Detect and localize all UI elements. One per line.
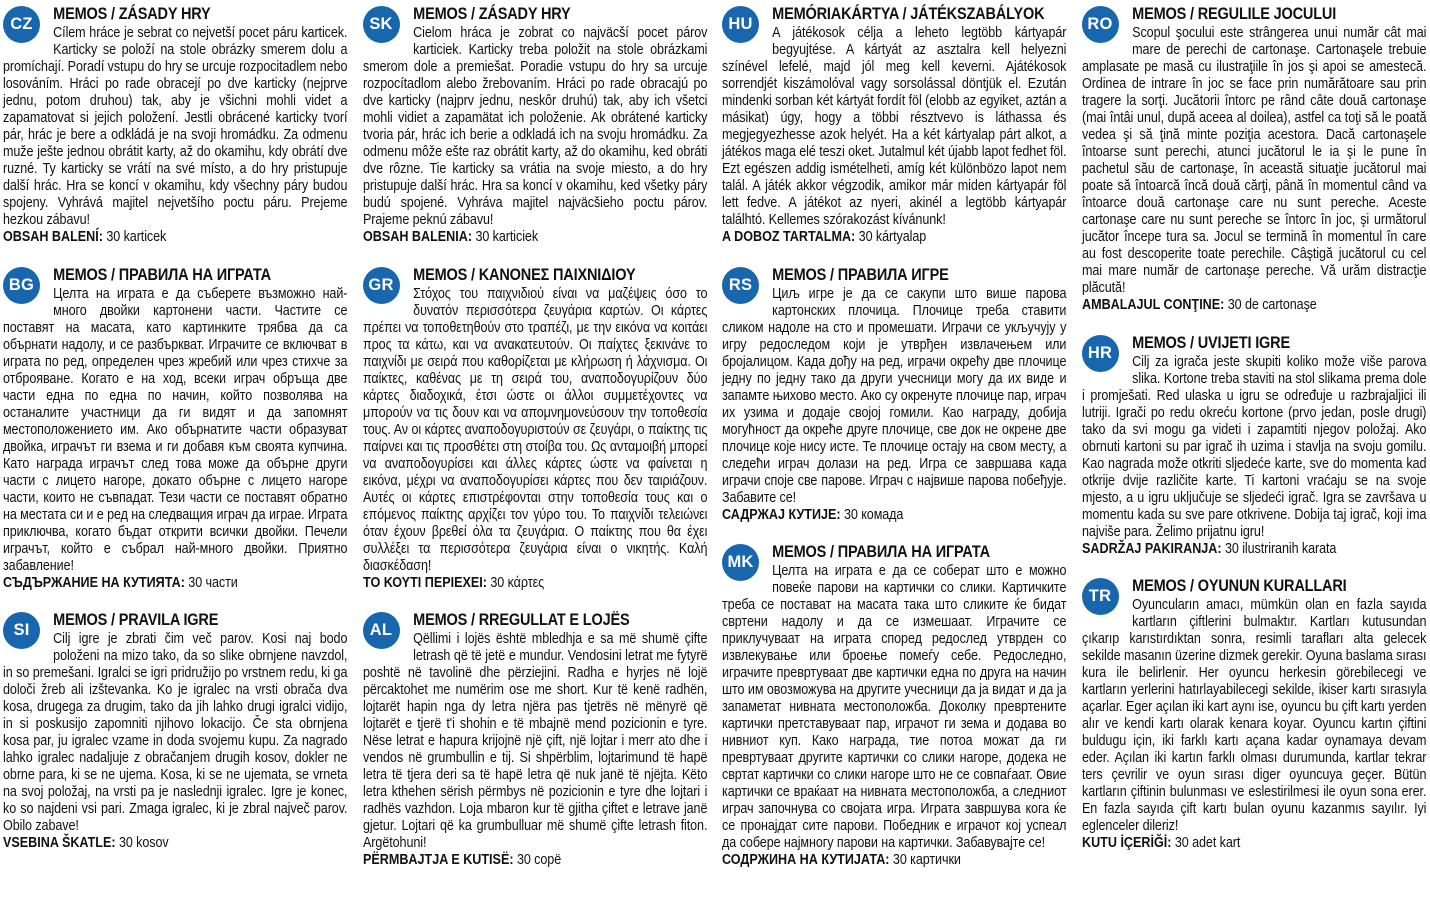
section-body: Cílem hráce je sebrat co nejvetší pocet páru karticek. Karticky se položí na stole obrázky smerem dolu a promíchají. Poradí vstupu do hry se urcuje rozpocitadlem nebo losováním. Hráci po rade obracejí po dve karticky (nejprve jednu, potom druhou) tak, aby je všichni mohli videt a zapamatovat si jejich položení. Jestli obrácené karticky tvorí pár, hrác je bere a odkládá je na svoji hromádku. Za odmenu muže ješte jednou obrátit karty, až do okamihu, kdy obrátí dve ruzné. Ty karticky se vrátí na své místo, a do hry pristupuje další hrác. Hra se koncí v okamihu, kdy všechny páry budou spojeny. Vyhrává majitel nejvetšího poctu páru. Prejeme hezkou zábavu! (3, 25, 348, 228)
section-title: MEMOS / ZÁSADY HRY (412, 5, 571, 23)
section-bg (3, 265, 348, 593)
contents-value: 30 karticek (106, 229, 167, 245)
section-body: Στόχος του παιχνιδιού είναι να μαζέψεις όσο το δυνατόν περισσότερα ζευγάρια καρτών. Οι κάρτες πρέπει να τοποθετηθούν στο τραπέζι, με την εικόνα να κοιτάει προς τα κάτω, και να ανακατευτούν. Οι παίχτες ξεκινάνε το παιχνίδι με σειρά που καθορίζεται με κλήρωση ή λάχνισμα. Οι παίκτες, καθένας με τη σειρά του, αναποδογυρίζουν δύο κάρτες διαδοχικά, έτσι ώστε οι άλλοι συμμετέχοντες να μπορούν να τις δουν και να απομνημονεύσουν την τοποθεσία τους. Αν οι κάρτες αναποδογυριστούν σε ζευγάρι, ο παίκτης τις παίρνει και τις προσθέτει στη στοίβα του. Ως ανταμοιβή μπορεί να αναποδογυρίσει και άλλες κάρτες ώστε να φαίνεται η εικόνα, μέχρι να αναποδογυρίσει κάρτες που δεν ταιριάζουν. Αυτές οι κάρτες επιστρέφονται στην τοποθεσία τους και ο επόμενος παίκτης αρχίζει τον γύρο του. Το παιχνίδι τελειώνει όταν έχουν βρεθεί όλα τα ζευγάρια. Ο παίκτης που θα έχει συλλέξει τα περισσότερα ζευγάρια είναι ο νικητής. Καλή διασκέδαση! (362, 285, 707, 574)
language-code: RS (728, 275, 753, 294)
badge-spacer (363, 265, 413, 304)
section-body: Циљ игре је да се сакупи што више парова картонских плочица. Плочице треба ставити сликом надоле на сто и промешати. Играчи се укључују у игру редоследом који је утврђен извлачењем или бројалицом. Када дођу на ред, играчи окрећу две плочице једну по једну тако да други учесници могу да их виде и запамте њихово место. Ако су окренуте плочице пар, играч их узима и додаје својој гомили. Као награду, добија могућност да окреће друге плочице, све док не окрене две плочице које нису исте. Те плочице остају на свом месту, а следећи играч долази на ред. Игра се завршава када играчи споје све парове. Играч с највише парова побеђује. Забавите се! (722, 285, 1067, 506)
contents-label: OBSAH BALENÍ: (3, 229, 103, 245)
section-text (3, 610, 347, 853)
section-body: Cielom hráca je zobrat co najväcší pocet párov karticiek. Karticky treba položit na stole obrázkami smerom dole a premiešat. Poradie vstupu do hry sa urcuje rozpocítadlom alebo žrebovaním. Hráci po rade obracajú po dve karticky (najprv jednu, neskôr druhú) tak, aby ich všetci mohli vidiet a zapamätat ich položenie. Ak obrátené karticky tvoria pár, hrác ich berie a odkladá ich na svoju hromádku. Za odmenu môže ešte raz obrátit karty, až do okamihu, ked obráti dve rôzne. Tie karticky sa vrátia na svoje miesto, a do hry pristupuje další hrác. Hra sa koncí v okamihu, ked všetky páry budú spojené. Vyhráva majitel najväcšieho poctu párov. Prajeme peknú zábavu! (362, 25, 707, 228)
badge-spacer (3, 610, 53, 649)
contents-value: 30 картички (892, 852, 961, 868)
language-code: BG (8, 275, 35, 294)
section-text (3, 4, 347, 247)
section-cz (3, 4, 348, 247)
contents-line (3, 229, 347, 247)
contents-value: 30 karticiek (474, 229, 538, 245)
section-body: Целта на играта е да съберете възможно най-много двойки картонени части. Частите се поставят на масата, като картинките трябва да са обърнати надолу, и се разбъркват. Играчите се включват в играта по ред, определен чрез жребий или чрез стихче за отброяване. Когато е на ход, всеки играч обръща две части една по една по начин, който позволява на останалите участници да ги видят и да запомнят местоположението им. Ако обърнатите части образуват двойка, играчът ги взема и ги добавя към своята купчина. Като награда играчът след това може да обърне други части с лицето нагоре, докато обърне с лицето нагоре части, които не съвпадат. Тези части се поставят обратно на местата си и е ред на следващия играч да играе. Играта приключва, когато бъдат открити всички двойки. Печели играчът, който е събрал най-много двойки. Приятно забавление! (3, 285, 348, 574)
section-title: MEMOS / ΚΑΝΟΝΕΣ ΠΑΙΧΝΙΔΙΟΥ (412, 265, 635, 284)
section-ro (1082, 4, 1427, 315)
section-rs (722, 265, 1067, 525)
section-sk (363, 4, 708, 247)
language-code: SI (13, 621, 30, 639)
contents-value: 30 κάρτες (489, 574, 544, 591)
section-text (363, 610, 707, 870)
contents-value: 30 copë (516, 852, 561, 868)
section-text (363, 4, 707, 247)
section-body: Oyuncuların amacı, mümkün olan en fazla sayıda kartların çiftlerini bulmaktır. Kartları kutusundan çıkarıp karıstırdıktan sonra, resimli tarafları alta gelecek sekilde masanın üzerine dizmek gerekir. Oyuna baslama sırası kura ile belirlenir. Her oyuncu herkesin görebilecegi ve kartların yerlerini hatırlayabilecegi sekilde, ikiser kartı sırasıyla açarlar. Eger açılan iki kart aynı ise, oyuncu bu çift kartı yerden alır ve kendi kartı olarak kenara koyar. Oyuncu kartın çiftini buldugu için, iki farklı kartı açana kadar oynamaya devam eder. Açılan iki kartın farklı olması durumunda, kartlar tekrar ters çevrilir ve oyun sırası diger oyuncuya geçer. Bütün kartların çiftinin bulunması ve eslestirilmesi ile oyun sona erer. En fazla sayıda çift kartı bulan oyunu kazanmıs sayılır. Iyi eglenceler dileriz! (1081, 597, 1426, 834)
section-text (1082, 333, 1426, 559)
section-body: Cilj za igrača jeste skupiti koliko može više parova slika. Kortone treba staviti na stol slikama prema dole i promješati. Red ulaska u igru se određuje u razbrajaljici ili lutriji. Igrači po redu okreću kortone (prvo jedan, posle drugi) tako da svi mogu ga videti i zapamtiti njegov položaj. Ako obrnuti kartoni su par igrač ih uzima i stavlja na svoju gomilu. Kao nagrada može otkriti sljedeće karte, sve do momenta kad otkrije dvije različite karte. Ti kartoni vraćaju se na svoje mjesto, a u igru uključuje se sljedeći igrač. Igra se završava u momentu kada su sve pare otkrivene. Dobija taj igrač, koji ima najviše para. Želimo prijatnu igru! (1081, 353, 1426, 540)
contents-line (722, 852, 1066, 870)
section-body: Cilj igre je zbrati čim več parov. Kosi naj bodo položeni na mizo tako, da so slike obrnjene navzdol, in so premešani. Igralci se igri pridružijo po vrstnem redu, ki ga določi žreb ali izštevanka. Ko je igralec na vrsti obrača dva kosa, drugega za drugim, tako da jih lahko drugi igralci vidijo, in si poskusijo zapomniti njihovo lokacijo. Če sta obrnjena kosa par, ju igralec vzame in doda svojemu kupu. Za nagrado lahko igralec nadaljuje z obračanjem drugih kosov, dokler ne obrne para, ki se ne ujema. Kosa, ki se ne ujemata, se vrneta na svoj položaj, na vrsti pa je naslednji igralec. Igre je konec, ko so najdeni vsi pari. Zmaga igralec, ki je zbral največ parov. Obilo zabave! (3, 631, 348, 834)
language-code: SK (369, 15, 393, 33)
language-code: CZ (10, 15, 33, 33)
section-title: MEMOS / REGULILE JOCULUI (1131, 5, 1336, 23)
section-body: Scopul şocului este strângerea unui număr cât mai mare de perechi de cartonaşe. Cartonaşele trebuie amplasate pe masă cu ilustraţiile în jos şi apoi se amestecă. Ordinea de intrare în joc se face prin numărătoare sau prin tragere la sorţi. Jucătorii întorc pe rând câte două cartonaşe (mai întâi unul, după aceea al doilea), astfel ca toţi să le poată vedea şi să ţină minte poziţia acestora. Dacă cartonaşele întoarse sunt perechi, atunci jucătorul le ia şi le pune în pachetul său de cartonaşe, în această situaţie jucătorul mai poate să întoarcă încă două cărţi, până în momentul când va întoarce două cartonaşe care nu sunt pereche. Aceste cartonaşe care nu sunt pereche se întorc în joc, şi următorul jucător începe tura sa. Jocul se termină în momentul în care au fost descoperite toate perechile. Câştigă jucătorul cu cel mai mare număr de cartonaşe pereche. Vă urăm distracţie plăcută! (1081, 25, 1426, 296)
badge-spacer (1082, 333, 1132, 372)
section-text (722, 4, 1066, 247)
section-mk (722, 542, 1067, 870)
contents-label: VSEBINA ŠKATLE: (3, 835, 116, 851)
badge-spacer (722, 4, 772, 43)
section-hu (722, 4, 1067, 247)
contents-line (1082, 297, 1426, 315)
section-tr (1082, 576, 1427, 853)
badge-spacer (363, 610, 413, 649)
section-title: MEMOS / OYUNUN KURALLARI (1131, 577, 1347, 595)
section-text (1082, 576, 1426, 853)
column-4 (1082, 4, 1427, 915)
badge-spacer (1082, 576, 1132, 615)
contents-line (3, 835, 347, 853)
section-al (363, 610, 708, 870)
contents-line (3, 575, 347, 593)
language-code: MK (727, 553, 754, 571)
contents-line (363, 229, 707, 247)
contents-value: 30 комада (844, 506, 904, 523)
contents-line (363, 575, 707, 593)
language-code: GR (368, 275, 394, 294)
contents-label: ΤΟ ΚΟΥΤΙ ΠΕΡΙΕΧΕΙ: (362, 574, 487, 591)
section-title: MEMOS / PRAVILA IGRE (53, 611, 219, 629)
section-title: MEMOS / ПРАВИЛА ИГРЕ (772, 265, 949, 284)
badge-spacer (363, 4, 413, 43)
contents-value: 30 kártyalap (858, 229, 927, 245)
column-3 (722, 4, 1067, 915)
language-code: HU (728, 15, 753, 33)
language-code: HR (1087, 343, 1113, 362)
badge-spacer (1082, 4, 1132, 43)
contents-value: 30 kosov (118, 835, 169, 851)
contents-line (363, 852, 707, 870)
section-body: Целта на играта е да се соберат што е можно повеќе парови на картички со слики. Картичките треба се постават на масата така што сликите ќе бидат свртени надолу и да се измешаат. Играчите се приклучуваат на играта според редослед утврден со извлекување или броење помеѓу себе. Редоследно, играчите превртуваат две картички една по друга на начин што им овозможува на другите учесници да ја видат и да ја запаметат нивната местоположба. Доколку превртените картички претставуваат пар, играчот ги зема и додава во нивниот куп. Како награда, тие потоа можат да ги превртуваат другите картички со слики нагоре, додека не свртат картички со слики нагоре што не се совпаѓаат. Овие картички се враќаат на нивната местоположба, а следниот играч започнува со својата игра. Играта завршува кога ќе се пронајдат сите парови. Победник е играчот кој успеал да собере најмногу парови на картички. Забавувајте се! (722, 563, 1067, 851)
contents-line (1082, 541, 1426, 559)
contents-label: СЪДЪРЖАНИЕ НА КУТИЯТА: (3, 574, 185, 591)
contents-label: PËRMBAJTJA E KUTISË: (362, 852, 514, 868)
contents-label: A DOBOZ TARTALMA: (722, 229, 856, 245)
section-title: MEMOS / ZÁSADY HRY (53, 5, 211, 23)
column-1 (3, 4, 348, 915)
badge-spacer (3, 265, 53, 304)
section-title: MEMOS / RREGULLAT E LOJËS (412, 611, 630, 629)
contents-label: KUTU İÇERİĞİ: (1081, 835, 1171, 851)
section-text (363, 265, 707, 593)
badge-spacer (722, 542, 772, 581)
column-2 (363, 4, 708, 915)
section-gr (363, 265, 708, 593)
contents-value: 30 adet kart (1174, 835, 1240, 851)
language-code: TR (1088, 587, 1112, 605)
badge-spacer (722, 265, 772, 304)
section-title: MEMOS / ПРАВИЛА НА ИГРАТА (772, 543, 990, 561)
contents-label: AMBALAJUL CONŢINE: (1081, 297, 1224, 313)
section-text (3, 265, 347, 593)
section-body: Qëllimi i lojës është mbledhja e sa më shumë çifte letrash që të jetë e mundur. Vendosini letrat me fytyrë poshtë në tavolinë dhe përziejini. Radha e hyrjes në lojë përcaktohet me numërim ose me short. Kur të kenë radhën, lojtarët hapin nga dy letra njëra pas tjetrës në mënyrë që lojtarët e tjerë t'i shohin e të mbajnë mend pozicionin e tyre. Nëse letrat e hapura krijojnë një çift, një lojtar i merr ato dhe i vendos në grumbullin e tij. Si shpërblim, lojtarimund të hapë letra të tjera deri sa të hapë letra që nuk janë të njëjta. Këto letra kthehen sërish përmbys në pozicionin e tyre dhe lojtari i radhës vazhdon. Loja mbaron kur të gjitha çiftet e letrave janë gjetur. Lojtari që ka grumbulluar më shumë çifte letrash fiton. Argëtohuni! (362, 631, 707, 851)
language-code: AL (369, 621, 393, 639)
section-text (722, 265, 1066, 525)
contents-label: САДРЖАЈ КУТИЈЕ: (722, 506, 841, 523)
section-body: A játékosok célja a leheto legtöbb kártyapár begyujtése. A kártyát az asztalra kell helyezni színével lefelé, majd jól meg kell keverni. Ajátékosok sorrendjét kiszámolóval vagy sorsolással döntjük el. Ezután mindenki sorban két kártyát fordít föl (elobb az egyiket, aztán a másikat) úgy, hogy a többi résztvevo is láthassa és megjegyezhesse azok helyét. Ha a két kártyalap párt alkot, a játékos maga elé teszi oket. Jutalmul két újabb lapot fedhet föl. Ezt egészen addig ismételheti, amíg két különbözo lapot nem talál. A játék akkor végzodik, amikor már miden kártyapár föl lett fedve. A játékot az nyeri, akinél a legtöbb kártyapár találhtó. Kellemes szórakozást kívánunk! (722, 25, 1067, 228)
contents-line (722, 229, 1066, 247)
section-text (722, 542, 1066, 870)
contents-value: 30 de cartonaşe (1227, 297, 1317, 313)
contents-line (1082, 835, 1426, 853)
contents-line (722, 507, 1066, 525)
contents-label: SADRŽAJ PAKIRANJA: (1081, 540, 1222, 557)
language-code: RO (1087, 15, 1113, 33)
section-title: MEMOS / UVIJETI IGRE (1131, 333, 1290, 352)
contents-label: СОДРЖИНА НА КУТИЈАТА: (722, 852, 890, 868)
section-text (1082, 4, 1426, 315)
contents-label: OBSAH BALENIA: (362, 229, 472, 245)
contents-value: 30 части (188, 574, 238, 591)
section-hr (1082, 333, 1427, 559)
contents-value: 30 ilustriranih karata (1224, 540, 1336, 557)
section-title: MEMÓRIAKÁRTYA / JÁTÉKSZABÁLYOK (772, 5, 1045, 23)
badge-spacer (3, 4, 53, 43)
section-title: MEMOS / ПРАВИЛА НА ИГРАТА (53, 265, 271, 284)
section-si (3, 610, 348, 853)
